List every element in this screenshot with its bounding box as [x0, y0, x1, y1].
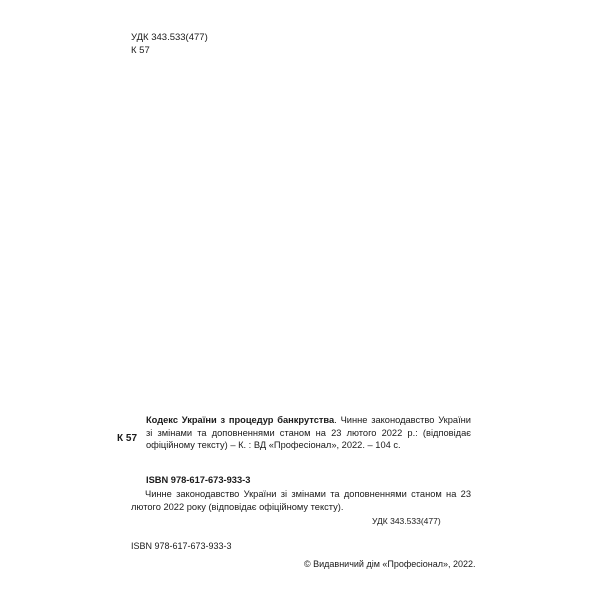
- annotation-text: Чинне законодавство України зі змінами та доповненнями станом на 23 лютого 2022 року (відповідає офіційному тексту).: [131, 489, 471, 512]
- udk-footer: УДК 343.533(477): [372, 516, 441, 526]
- book-title: Кодекс України з процедур банкрутства: [146, 415, 335, 425]
- author-mark-side: К 57: [117, 433, 138, 444]
- annotation: [131, 488, 471, 513]
- copyright-notice: © Видавничий дім «Професіонал», 2022.: [304, 559, 476, 569]
- bibliographic-entry: [146, 414, 471, 452]
- isbn-main: ISBN 978-617-673-933-3: [146, 475, 251, 485]
- udk-header: [131, 31, 208, 57]
- bibliographic-details: . Чинне законодавство України зі змінами та доповненнями станом на 23 лютого 2022 р.: (відповідає офіційному тексту) – К. : ВД «Професіонал», 2022. – 104 с.: [146, 415, 472, 450]
- author-mark: К 57: [131, 45, 150, 56]
- udk-code: УДК 343.533(477): [131, 32, 208, 43]
- isbn-footer: ISBN 978-617-673-933-3: [131, 541, 232, 551]
